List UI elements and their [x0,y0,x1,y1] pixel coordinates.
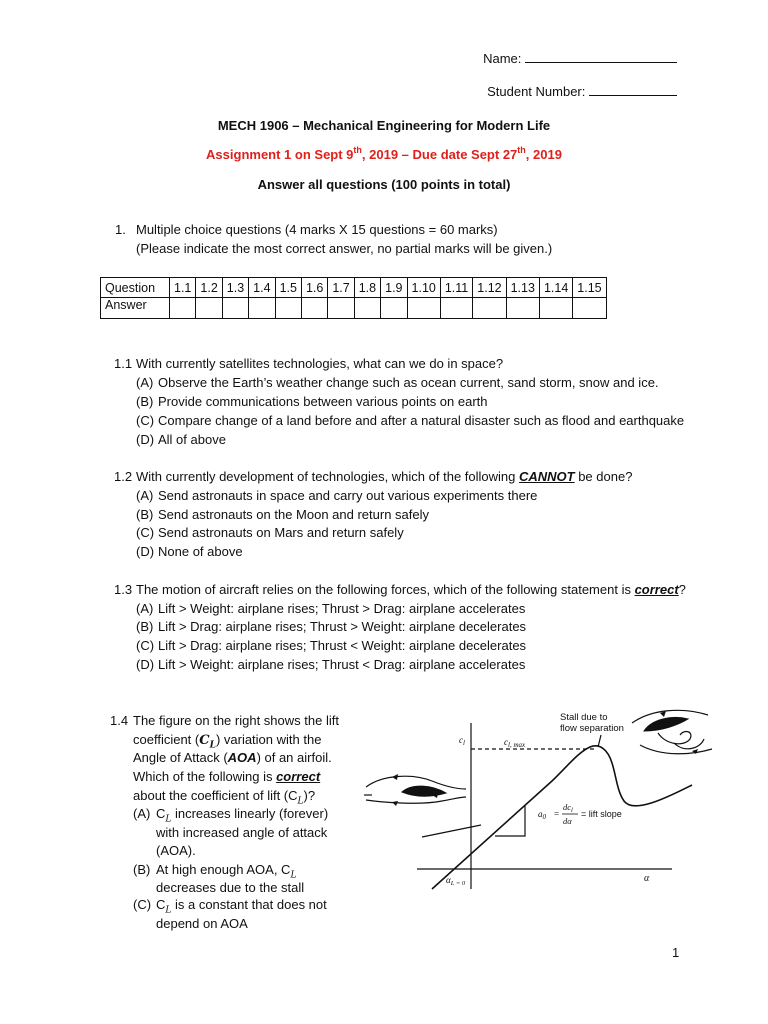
answer-cell[interactable] [222,298,248,319]
answer-table [100,277,607,319]
question-cell: 1.5 [275,278,301,298]
slope-dalpha: dα [563,816,572,826]
q1-4-option-a-line1: $C_L$ increases linearly (forever) [156,806,329,825]
clmax-label: $c_{l, max}$ [504,737,526,749]
student-number-field[interactable] [487,82,677,99]
airfoil-left [402,786,446,796]
question-cell: 1.10 [407,278,440,298]
q1-4-line2: coefficient $(C_L)$ variation with the [133,732,322,751]
question-cell: 1.15 [573,278,606,298]
stall-pointer [598,735,601,747]
stall-label-line2: flow separation [560,723,624,734]
answer-cell[interactable] [301,298,327,319]
course-title: MECH 1906 – Mechanical Engineering for Modern Life [217,118,551,133]
name-label: Name: [483,51,522,66]
section1-line2: (Please indicate the most correct answer, no partial marks will be given.) [136,241,553,256]
q1-4-line3: Angle of Attack (AOA) of an airfoil. [133,750,332,765]
answer-cell[interactable] [170,298,196,319]
pointer-line [422,825,481,837]
slope-alpha0-label: $a_0$ [538,809,546,821]
q1-4-line1: The figure on the right shows the lift [133,713,339,728]
cl-axis-label: $c_l$ [459,735,465,747]
answer-cell[interactable] [381,298,407,319]
answer-cell[interactable] [506,298,539,319]
question-cell: 1.11 [440,278,472,298]
answer-cell[interactable] [473,298,506,319]
q1-3-option-c: (C) Lift > Drag: airplane rises; Thrust < Weight: airplane decelerates [136,638,527,653]
question-cell: 1.2 [196,278,222,298]
separation-swirl-1 [658,732,691,744]
airfoil-right [644,718,688,732]
q1-1-stem: With currently satellites technologies, what can we do in space? [136,356,504,371]
answer-cell[interactable] [354,298,380,319]
question-row [101,278,607,298]
question-cell: 1.4 [249,278,275,298]
question-cell: 1.6 [301,278,327,298]
question-cell: 1.8 [354,278,380,298]
q1-4-option-c-line2: depend on AOA [156,916,248,931]
answer-cell[interactable] [196,298,222,319]
q1-3-option-a: (A) Lift > Weight: airplane rises; Thrust > Drag: airplane accelerates [136,601,526,616]
answer-cell[interactable] [539,298,572,319]
stall-label-line1: Stall due to [560,712,608,723]
q1-4-option-b-line1: At high enough AOA, $C_L$ [156,862,297,881]
answer-cell[interactable] [328,298,354,319]
answer-row-label: Answer [101,298,170,319]
student-number-label: Student Number: [487,84,586,99]
alpha-l0-label: $\alpha_{L = 0}$ [446,875,466,887]
section1-number: 1. [115,222,126,237]
q1-4-option-c-line1: $C_L$ is a constant that does not [156,897,327,916]
q1-3-option-b: (B) Lift > Drag: airplane rises; Thrust > Weight: airplane decelerates [136,619,527,634]
lift-curve-figure [362,705,738,895]
q1-4-option-a-line2: with increased angle of attack [156,825,328,840]
question-cell: 1.9 [381,278,407,298]
slope-text: = lift slope [581,809,622,819]
page-number: 1 [672,945,680,960]
answer-row [101,298,607,319]
q1-4-option-a-label: (A) [133,806,151,821]
alpha-axis-label: α [644,873,650,884]
slope-triangle [495,806,525,836]
instructions: Answer all questions (100 points in total) [257,177,511,192]
q1-4-option-b-label: (B) [133,862,151,877]
question-cell: 1.3 [222,278,248,298]
arrowhead [392,801,398,806]
section1-line1: Multiple choice questions (4 marks X 15 questions = 60 marks) [136,222,498,237]
q1-1-option-c: (C) Compare change of a land before and after a natural disaster such as flood and earthquake [136,413,685,428]
answer-cell[interactable] [407,298,440,319]
streamline-left-2 [366,797,466,803]
q1-2-option-a: (A) Send astronauts in space and carry out various experiments there [136,488,538,503]
arrowhead [392,774,398,780]
q1-4-option-a-line3: (AOA). [156,843,196,858]
q1-1-option-b: (B) Provide communications between various points on earth [136,394,488,409]
q1-1-option-d: (D) All of above [136,432,226,447]
name-field[interactable] [483,49,677,66]
question-cell: 1.12 [473,278,506,298]
q1-2-option-d: (D) None of above [136,544,243,559]
question-cell: 1.14 [539,278,572,298]
q1-4-option-c-label: (C) [133,897,152,912]
q1-2-option-b: (B) Send astronauts on the Moon and return safely [136,507,430,522]
answer-cell[interactable] [249,298,275,319]
q1-3-option-d: (D) Lift > Weight: airplane rises; Thrust < Drag: airplane accelerates [136,657,526,672]
answer-cell[interactable] [440,298,472,319]
q1-2-number: 1.2 [114,469,133,484]
question-row-label: Question [101,278,170,298]
q1-2-option-c: (C) Send astronauts on Mars and return safely [136,525,404,540]
question-cell: 1.1 [170,278,196,298]
answer-cell[interactable] [275,298,301,319]
slope-dcl: $dc_l$ [563,802,573,814]
q1-2-stem: With currently development of technologies, which of the following CANNOT be done? [136,469,633,484]
q1-4-line4: Which of the following is correct [133,769,321,784]
name-blank[interactable] [525,49,677,63]
slope-equals: = [554,809,560,819]
q1-1-number: 1.1 [114,356,133,371]
student-number-blank[interactable] [589,82,677,96]
q1-4-number: 1.4 [110,713,129,728]
question-cell: 1.13 [506,278,539,298]
q1-4-option-b-line2: decreases due to the stall [156,880,305,895]
q1-3-number: 1.3 [114,582,133,597]
q1-4-line5: about the coefficient of lift $(C_L)$? [133,788,316,807]
q1-3-stem: The motion of aircraft relies on the following forces, which of the following statement is correct? [136,582,686,597]
answer-cell[interactable] [573,298,606,319]
assignment-dates: Assignment 1 on Sept 9th, 2019 – Due date Sept 27th, 2019 [206,144,562,162]
q1-1-option-a: (A) Observe the Earth’s weather change such as ocean current, sand storm, snow and ice. [136,375,659,390]
streamline-right-2 [640,745,712,754]
question-cell: 1.7 [328,278,354,298]
